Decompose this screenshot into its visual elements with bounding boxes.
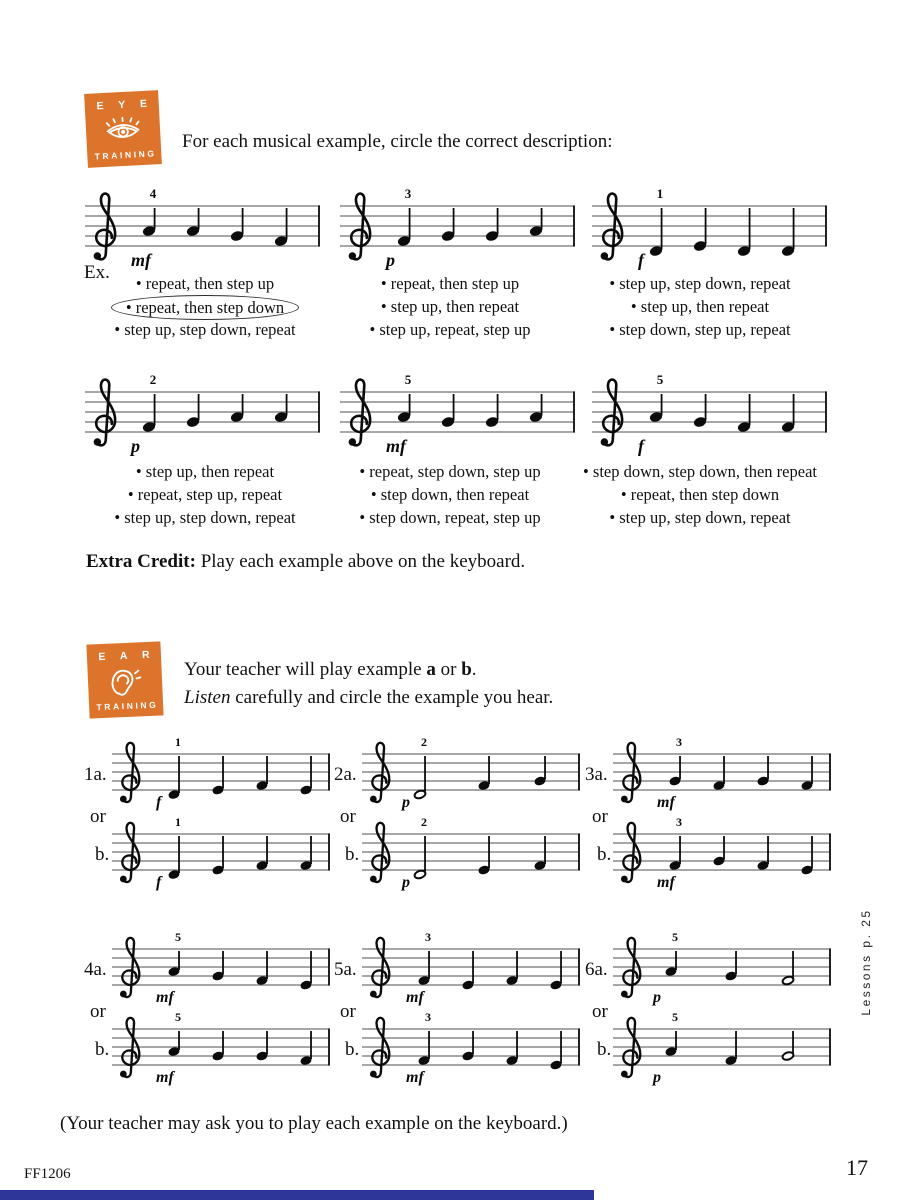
answer-option-text: • step up, step down, repeat — [114, 320, 296, 339]
music-staff-ex — [85, 182, 320, 282]
svg-text:f: f — [156, 794, 162, 811]
answer-option[interactable] — [85, 272, 325, 295]
ear-pair-4-label-a: 4a. — [84, 959, 107, 980]
answer-option[interactable] — [330, 318, 570, 341]
answer-option-text: • step down, repeat, step up — [359, 508, 541, 527]
ear-instruction-line2 — [184, 687, 553, 709]
ear-example-6a-staff[interactable] — [613, 933, 831, 1021]
ear-example-5b-staff[interactable] — [362, 1013, 580, 1101]
eye-icon — [102, 115, 143, 146]
svg-text:p: p — [402, 874, 410, 891]
answer-options-ex — [85, 272, 325, 341]
badge-word-eye: E Y E — [96, 97, 154, 113]
answer-option-text: • step up, step down, repeat — [609, 508, 791, 527]
answer-option-text: • repeat, step up, repeat — [127, 485, 283, 504]
answer-option-text: • step down, then repeat — [370, 485, 530, 504]
music-staff-4 — [85, 368, 320, 468]
ear-example-2b-staff[interactable] — [362, 818, 580, 906]
svg-text:mf: mf — [156, 1069, 174, 1086]
ear-example-4b-staff[interactable] — [112, 1013, 330, 1101]
music-staff-5 — [340, 368, 575, 468]
ear-instruction-line1 — [184, 659, 477, 681]
ear-example-6b-staff[interactable] — [613, 1013, 831, 1101]
svg-text:2: 2 — [421, 738, 427, 749]
music-staff-2 — [340, 182, 575, 282]
answer-option-text: • step up, step down, repeat — [114, 508, 296, 527]
answer-options-4 — [85, 460, 325, 529]
text-run: carefully and circle the example you hear. — [230, 687, 554, 708]
ear-pair-6-label-b: b. — [597, 1039, 612, 1060]
text-run: . — [471, 659, 477, 680]
svg-text:4: 4 — [149, 186, 157, 201]
ear-example-3b-staff[interactable] — [613, 818, 831, 906]
ear-pair-5-label-a: 5a. — [334, 959, 357, 980]
answer-option-text: • step down, step down, then repeat — [583, 462, 817, 481]
ear-pair-6-label-a: 6a. — [585, 959, 608, 980]
eye-instruction: For each musical example, circle the correct description: — [182, 131, 613, 152]
ear-example-4a-staff[interactable] — [112, 933, 330, 1021]
answer-option-text: • step up, then repeat — [630, 297, 770, 316]
answer-option[interactable] — [330, 483, 570, 506]
svg-text:p: p — [131, 436, 140, 456]
svg-text:f: f — [156, 874, 162, 891]
svg-text:mf: mf — [657, 794, 675, 811]
answer-options-6 — [575, 460, 825, 529]
eye-training-badge — [84, 90, 162, 168]
answer-option-text: • step up, repeat, step up — [369, 320, 531, 339]
svg-text:p: p — [386, 250, 395, 270]
answer-option[interactable] — [575, 483, 825, 506]
music-staff-3 — [592, 182, 827, 282]
catalog-number: FF1206 — [24, 1166, 71, 1182]
ear-pair-3-label-a: 3a. — [585, 764, 608, 785]
answer-option[interactable] — [330, 460, 570, 483]
answer-option[interactable] — [575, 460, 825, 483]
text-run: b — [461, 659, 472, 680]
ear-pair-4-label-b: b. — [95, 1039, 110, 1060]
ear-pair-5-or: or — [340, 1001, 356, 1022]
svg-text:mf: mf — [406, 1069, 424, 1086]
answer-option-text: • step up, then repeat — [135, 462, 275, 481]
answer-options-3 — [575, 272, 825, 341]
ear-example-5a-staff[interactable] — [362, 933, 580, 1021]
text-run: Play each example above on the keyboard. — [195, 551, 526, 572]
svg-text:1: 1 — [175, 818, 181, 829]
page-number: 17 — [846, 1155, 868, 1180]
answer-option[interactable] — [575, 506, 825, 529]
answer-option[interactable] — [330, 506, 570, 529]
badge-word-ear: E A R — [98, 648, 156, 664]
ear-icon — [105, 665, 144, 698]
svg-text:5: 5 — [404, 372, 412, 387]
text-run: or — [435, 659, 462, 680]
text-run: Extra Credit: — [86, 551, 196, 572]
ear-pair-4-or: or — [90, 1001, 106, 1022]
answer-option-text: • step up, step down, repeat — [609, 274, 791, 293]
svg-text:5: 5 — [656, 372, 664, 387]
text-run: Your teacher will play example — [184, 659, 427, 680]
svg-text:f: f — [638, 250, 644, 270]
text-run: Listen — [184, 687, 231, 708]
answer-option[interactable] — [330, 272, 570, 295]
answer-options-2 — [330, 272, 570, 341]
ear-pair-2-label-a: 2a. — [334, 764, 357, 785]
badge-word-training: TRAINING — [94, 148, 157, 162]
ear-pair-3-label-b: b. — [597, 844, 612, 865]
answer-option[interactable] — [575, 318, 825, 341]
svg-text:mf: mf — [406, 989, 424, 1006]
ear-pair-1-label-b: b. — [95, 844, 110, 865]
svg-text:3: 3 — [425, 933, 431, 944]
svg-text:5: 5 — [672, 933, 678, 944]
ear-pair-5-label-b: b. — [345, 1039, 360, 1060]
svg-text:5: 5 — [672, 1013, 678, 1024]
ear-example-2a-staff[interactable] — [362, 738, 580, 826]
answer-option[interactable] — [85, 506, 325, 529]
answer-option-text: • repeat, then step up — [135, 274, 275, 293]
svg-text:1: 1 — [656, 186, 664, 201]
answer-option[interactable] — [330, 295, 570, 318]
svg-text:mf: mf — [131, 250, 151, 270]
footer-color-bar — [0, 1190, 594, 1200]
answer-option-circled[interactable] — [85, 295, 325, 318]
ear-example-1b-staff[interactable] — [112, 818, 330, 906]
answer-option[interactable] — [575, 295, 825, 318]
ear-example-1a-staff[interactable] — [112, 738, 330, 826]
answer-option-text: • repeat, then step down — [111, 295, 299, 320]
answer-option[interactable] — [575, 272, 825, 295]
svg-text:f: f — [638, 436, 644, 456]
svg-text:mf: mf — [386, 436, 406, 456]
svg-text:3: 3 — [425, 1013, 431, 1024]
answer-option-text: • step up, then repeat — [380, 297, 520, 316]
ear-pair-1-label-a: 1a. — [84, 764, 107, 785]
answer-option-text: • repeat, step down, step up — [359, 462, 541, 481]
svg-text:2: 2 — [149, 372, 157, 387]
footnote: (Your teacher may ask you to play each example on the keyboard.) — [60, 1113, 568, 1134]
svg-text:5: 5 — [175, 933, 181, 944]
answer-option-text: • step down, step up, repeat — [609, 320, 791, 339]
answer-option-text: • repeat, then step down — [620, 485, 780, 504]
answer-option[interactable] — [85, 318, 325, 341]
ear-example-3a-staff[interactable] — [613, 738, 831, 826]
answer-option-text: • repeat, then step up — [380, 274, 520, 293]
svg-text:1: 1 — [175, 738, 181, 749]
music-staff-6 — [592, 368, 827, 468]
svg-text:3: 3 — [676, 738, 682, 749]
svg-text:p: p — [653, 989, 661, 1006]
svg-text:mf: mf — [657, 874, 675, 891]
extra-credit — [86, 551, 525, 573]
side-label-lessons: Lessons p. 25 — [859, 908, 873, 1016]
svg-text:mf: mf — [156, 989, 174, 1006]
svg-text:3: 3 — [404, 186, 412, 201]
ear-pair-6-or: or — [592, 1001, 608, 1022]
ear-pair-2-label-b: b. — [345, 844, 360, 865]
answer-option[interactable] — [85, 460, 325, 483]
svg-text:3: 3 — [676, 818, 682, 829]
ear-pair-2-or: or — [340, 806, 356, 827]
answer-option[interactable] — [85, 483, 325, 506]
text-run: a — [426, 659, 436, 680]
svg-text:p: p — [402, 794, 410, 811]
answer-options-5 — [330, 460, 570, 529]
svg-text:p: p — [653, 1069, 661, 1086]
svg-text:5: 5 — [175, 1013, 181, 1024]
ear-pair-3-or: or — [592, 806, 608, 827]
ear-training-badge — [86, 641, 163, 718]
ear-pair-1-or: or — [90, 806, 106, 827]
badge-word-training: TRAINING — [96, 699, 159, 713]
svg-text:2: 2 — [421, 818, 427, 829]
example-label: Ex. — [84, 262, 110, 283]
